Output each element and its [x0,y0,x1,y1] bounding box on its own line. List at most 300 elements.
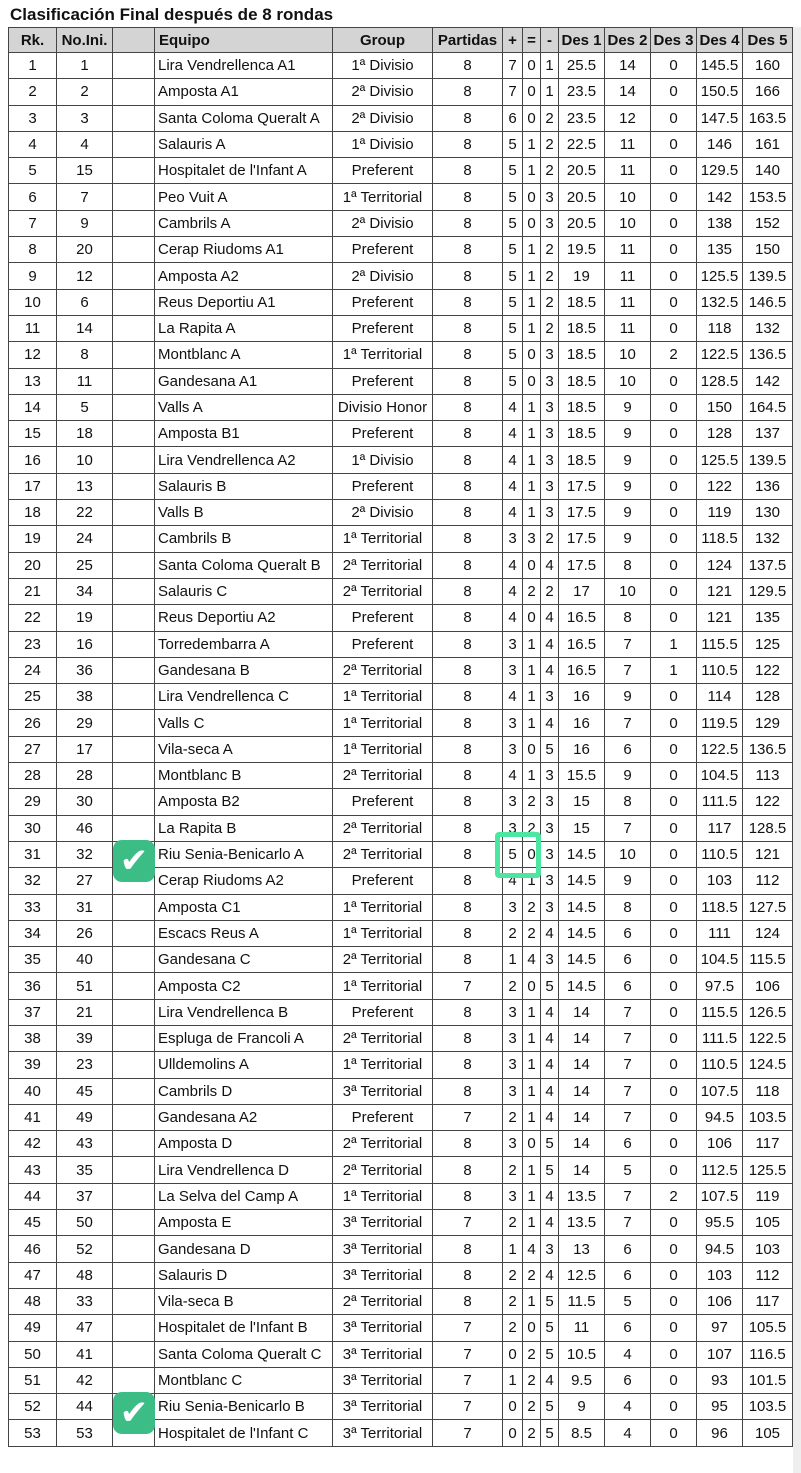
tiebreak-2-cell[interactable]: 9 [605,868,651,894]
games-cell[interactable]: 8 [433,657,503,683]
draws-cell[interactable]: 1 [523,473,541,499]
group-cell[interactable]: Preferent [333,605,433,631]
wins-cell[interactable]: 3 [503,1025,523,1051]
tiebreak-4-cell[interactable]: 122.5 [697,342,743,368]
table-row[interactable] [9,552,793,578]
team-cell[interactable]: Gandesana A1 [155,368,333,394]
wins-cell[interactable]: 2 [503,1288,523,1314]
draws-cell[interactable]: 2 [523,789,541,815]
losses-cell[interactable]: 3 [541,368,559,394]
table-row[interactable] [9,973,793,999]
table-row[interactable] [9,1131,793,1157]
losses-cell[interactable]: 3 [541,684,559,710]
table-row[interactable] [9,947,793,973]
start-number-cell[interactable]: 14 [57,315,113,341]
group-cell[interactable]: 2ª Territorial [333,1288,433,1314]
tiebreak-3-cell[interactable]: 0 [651,1131,697,1157]
tiebreak-4-cell[interactable]: 110.5 [697,841,743,867]
rank-cell[interactable]: 36 [9,973,57,999]
rank-cell[interactable]: 35 [9,947,57,973]
team-cell[interactable]: Amposta D [155,1131,333,1157]
games-cell[interactable]: 8 [433,315,503,341]
table-row[interactable] [9,1025,793,1051]
tiebreak-1-cell[interactable]: 22.5 [559,131,605,157]
tiebreak-1-cell[interactable]: 13.5 [559,1183,605,1209]
group-cell[interactable]: 2ª Divisio [333,263,433,289]
losses-cell[interactable]: 2 [541,237,559,263]
tiebreak-1-cell[interactable]: 17.5 [559,526,605,552]
tiebreak-3-cell[interactable]: 0 [651,1420,697,1446]
table-row[interactable] [9,1341,793,1367]
table-row[interactable] [9,789,793,815]
group-cell[interactable]: 2ª Territorial [333,763,433,789]
group-cell[interactable]: 2ª Territorial [333,815,433,841]
wins-cell[interactable]: 4 [503,500,523,526]
start-number-cell[interactable]: 41 [57,1341,113,1367]
rank-cell[interactable]: 39 [9,1052,57,1078]
table-row[interactable] [9,394,793,420]
draws-cell[interactable]: 1 [523,657,541,683]
table-row[interactable] [9,368,793,394]
tiebreak-5-cell[interactable]: 126.5 [743,999,793,1025]
wins-cell[interactable]: 3 [503,710,523,736]
tiebreak-1-cell[interactable]: 16 [559,710,605,736]
wins-cell[interactable]: 2 [503,973,523,999]
group-cell[interactable]: 2ª Territorial [333,1157,433,1183]
tiebreak-2-cell[interactable]: 6 [605,947,651,973]
start-number-cell[interactable]: 50 [57,1210,113,1236]
tiebreak-3-cell[interactable]: 0 [651,368,697,394]
losses-cell[interactable]: 3 [541,421,559,447]
losses-cell[interactable]: 4 [541,1078,559,1104]
tiebreak-1-cell[interactable]: 14 [559,1052,605,1078]
tiebreak-3-cell[interactable]: 0 [651,684,697,710]
team-cell[interactable]: Cambrils D [155,1078,333,1104]
losses-cell[interactable]: 4 [541,920,559,946]
draws-cell[interactable]: 3 [523,526,541,552]
wins-cell[interactable]: 3 [503,1183,523,1209]
draws-cell[interactable]: 0 [523,1315,541,1341]
start-number-cell[interactable]: 24 [57,526,113,552]
table-row[interactable] [9,473,793,499]
start-number-cell[interactable]: 18 [57,421,113,447]
draws-cell[interactable]: 1 [523,447,541,473]
tiebreak-4-cell[interactable]: 95 [697,1394,743,1420]
rank-cell[interactable]: 40 [9,1078,57,1104]
games-cell[interactable]: 8 [433,394,503,420]
flag-cell[interactable] [113,999,155,1025]
table-row[interactable] [9,815,793,841]
start-number-cell[interactable]: 43 [57,1131,113,1157]
wins-cell[interactable]: 5 [503,342,523,368]
draws-cell[interactable]: 1 [523,631,541,657]
tiebreak-3-cell[interactable]: 0 [651,789,697,815]
wins-cell[interactable]: 2 [503,1104,523,1130]
losses-cell[interactable]: 5 [541,1157,559,1183]
wins-cell[interactable]: 7 [503,79,523,105]
tiebreak-4-cell[interactable]: 107 [697,1341,743,1367]
tiebreak-4-cell[interactable]: 107.5 [697,1183,743,1209]
tiebreak-3-cell[interactable]: 0 [651,105,697,131]
team-cell[interactable]: Amposta A1 [155,79,333,105]
draws-cell[interactable]: 1 [523,1052,541,1078]
tiebreak-4-cell[interactable]: 150 [697,394,743,420]
flag-cell[interactable] [113,1183,155,1209]
losses-cell[interactable]: 2 [541,289,559,315]
losses-cell[interactable]: 2 [541,578,559,604]
tiebreak-5-cell[interactable]: 139.5 [743,447,793,473]
team-cell[interactable]: La Rapita A [155,315,333,341]
draws-cell[interactable]: 4 [523,947,541,973]
team-cell[interactable]: Lira Vendrellenca A1 [155,53,333,79]
tiebreak-5-cell[interactable]: 136.5 [743,342,793,368]
team-cell[interactable]: Valls A [155,394,333,420]
tiebreak-1-cell[interactable]: 14 [559,999,605,1025]
rank-cell[interactable]: 37 [9,999,57,1025]
team-cell[interactable]: Escacs Reus A [155,920,333,946]
tiebreak-2-cell[interactable]: 8 [605,605,651,631]
team-cell[interactable]: Santa Coloma Queralt A [155,105,333,131]
games-cell[interactable]: 8 [433,631,503,657]
start-number-cell[interactable]: 21 [57,999,113,1025]
wins-cell[interactable]: 4 [503,421,523,447]
team-cell[interactable]: Amposta B2 [155,789,333,815]
tiebreak-1-cell[interactable]: 17.5 [559,473,605,499]
tiebreak-2-cell[interactable]: 7 [605,1104,651,1130]
tiebreak-5-cell[interactable]: 116.5 [743,1341,793,1367]
wins-cell[interactable]: 4 [503,605,523,631]
tiebreak-2-cell[interactable]: 7 [605,631,651,657]
start-number-cell[interactable]: 40 [57,947,113,973]
losses-cell[interactable]: 2 [541,526,559,552]
tiebreak-2-cell[interactable]: 4 [605,1341,651,1367]
start-number-cell[interactable]: 25 [57,552,113,578]
team-cell[interactable]: Santa Coloma Queralt B [155,552,333,578]
games-cell[interactable]: 7 [433,1104,503,1130]
tiebreak-4-cell[interactable]: 129.5 [697,158,743,184]
draws-cell[interactable]: 4 [523,1236,541,1262]
losses-cell[interactable]: 3 [541,473,559,499]
group-cell[interactable]: Divisio Honor [333,394,433,420]
tiebreak-3-cell[interactable]: 0 [651,1394,697,1420]
tiebreak-5-cell[interactable]: 119 [743,1183,793,1209]
wins-cell[interactable]: 5 [503,841,523,867]
tiebreak-3-cell[interactable]: 0 [651,1157,697,1183]
tiebreak-3-cell[interactable]: 0 [651,973,697,999]
tiebreak-2-cell[interactable]: 6 [605,1262,651,1288]
tiebreak-3-cell[interactable]: 0 [651,1052,697,1078]
rank-cell[interactable]: 44 [9,1183,57,1209]
tiebreak-1-cell[interactable]: 16 [559,684,605,710]
tiebreak-5-cell[interactable]: 129 [743,710,793,736]
losses-cell[interactable]: 3 [541,947,559,973]
games-cell[interactable]: 8 [433,1131,503,1157]
tiebreak-4-cell[interactable]: 107.5 [697,1078,743,1104]
tiebreak-3-cell[interactable]: 0 [651,815,697,841]
table-row[interactable] [9,342,793,368]
group-cell[interactable]: 2ª Divisio [333,79,433,105]
rank-cell[interactable]: 15 [9,421,57,447]
start-number-cell[interactable]: 1 [57,53,113,79]
draws-cell[interactable]: 1 [523,421,541,447]
table-row[interactable] [9,1052,793,1078]
losses-cell[interactable]: 3 [541,894,559,920]
tiebreak-5-cell[interactable]: 129.5 [743,578,793,604]
losses-cell[interactable]: 4 [541,631,559,657]
games-cell[interactable]: 8 [433,1078,503,1104]
tiebreak-4-cell[interactable]: 146 [697,131,743,157]
losses-cell[interactable]: 1 [541,53,559,79]
group-cell[interactable]: 2ª Territorial [333,947,433,973]
table-row[interactable] [9,578,793,604]
tiebreak-5-cell[interactable]: 137.5 [743,552,793,578]
tiebreak-4-cell[interactable]: 142 [697,184,743,210]
team-cell[interactable]: Cambrils B [155,526,333,552]
table-row[interactable] [9,1367,793,1393]
tiebreak-4-cell[interactable]: 115.5 [697,999,743,1025]
tiebreak-3-cell[interactable]: 0 [651,473,697,499]
games-cell[interactable]: 8 [433,684,503,710]
tiebreak-5-cell[interactable]: 136.5 [743,736,793,762]
tiebreak-4-cell[interactable]: 118 [697,315,743,341]
flag-cell[interactable] [113,1157,155,1183]
table-row[interactable] [9,1210,793,1236]
tiebreak-5-cell[interactable]: 128 [743,684,793,710]
tiebreak-2-cell[interactable]: 4 [605,1420,651,1446]
flag-cell[interactable] [113,526,155,552]
tiebreak-2-cell[interactable]: 11 [605,289,651,315]
tiebreak-3-cell[interactable]: 0 [651,1078,697,1104]
team-cell[interactable]: Hospitalet de l'Infant B [155,1315,333,1341]
tiebreak-1-cell[interactable]: 10.5 [559,1341,605,1367]
team-cell[interactable]: Lira Vendrellenca B [155,999,333,1025]
draws-cell[interactable]: 1 [523,1157,541,1183]
tiebreak-5-cell[interactable]: 160 [743,53,793,79]
start-number-cell[interactable]: 15 [57,158,113,184]
tiebreak-5-cell[interactable]: 115.5 [743,947,793,973]
games-cell[interactable]: 8 [433,210,503,236]
start-number-cell[interactable]: 42 [57,1367,113,1393]
flag-cell[interactable] [113,342,155,368]
draws-cell[interactable]: 2 [523,1262,541,1288]
tiebreak-2-cell[interactable]: 6 [605,1367,651,1393]
tiebreak-3-cell[interactable]: 0 [651,710,697,736]
tiebreak-1-cell[interactable]: 16 [559,736,605,762]
wins-cell[interactable]: 3 [503,631,523,657]
wins-cell[interactable]: 5 [503,315,523,341]
rank-cell[interactable]: 10 [9,289,57,315]
tiebreak-5-cell[interactable]: 122.5 [743,1025,793,1051]
games-cell[interactable]: 8 [433,710,503,736]
tiebreak-2-cell[interactable]: 4 [605,1394,651,1420]
games-cell[interactable]: 8 [433,105,503,131]
group-cell[interactable]: Preferent [333,999,433,1025]
tiebreak-4-cell[interactable]: 128.5 [697,368,743,394]
tiebreak-4-cell[interactable]: 94.5 [697,1104,743,1130]
tiebreak-5-cell[interactable]: 132 [743,315,793,341]
wins-cell[interactable]: 3 [503,1078,523,1104]
team-cell[interactable]: Amposta E [155,1210,333,1236]
group-cell[interactable]: 2ª Territorial [333,552,433,578]
start-number-cell[interactable]: 16 [57,631,113,657]
wins-cell[interactable]: 4 [503,447,523,473]
rank-cell[interactable]: 34 [9,920,57,946]
draws-cell[interactable]: 0 [523,552,541,578]
games-cell[interactable]: 8 [433,263,503,289]
tiebreak-4-cell[interactable]: 128 [697,421,743,447]
rank-cell[interactable]: 12 [9,342,57,368]
team-cell[interactable]: Lira Vendrellenca D [155,1157,333,1183]
start-number-cell[interactable]: 12 [57,263,113,289]
team-cell[interactable]: Salauris B [155,473,333,499]
group-cell[interactable]: 3ª Territorial [333,1236,433,1262]
group-cell[interactable]: Preferent [333,237,433,263]
tiebreak-3-cell[interactable]: 0 [651,315,697,341]
rank-cell[interactable]: 50 [9,1341,57,1367]
table-row[interactable] [9,184,793,210]
start-number-cell[interactable]: 4 [57,131,113,157]
tiebreak-3-cell[interactable]: 0 [651,131,697,157]
games-cell[interactable]: 8 [433,552,503,578]
wins-cell[interactable]: 3 [503,815,523,841]
table-row[interactable] [9,53,793,79]
draws-cell[interactable]: 2 [523,1341,541,1367]
rank-cell[interactable]: 24 [9,657,57,683]
tiebreak-5-cell[interactable]: 112 [743,1262,793,1288]
start-number-cell[interactable]: 11 [57,368,113,394]
tiebreak-3-cell[interactable]: 0 [651,237,697,263]
team-cell[interactable]: Gandesana D [155,1236,333,1262]
games-cell[interactable]: 8 [433,1025,503,1051]
team-cell[interactable]: Montblanc B [155,763,333,789]
games-cell[interactable]: 8 [433,342,503,368]
tiebreak-5-cell[interactable]: 163.5 [743,105,793,131]
flag-cell[interactable] [113,1288,155,1314]
flag-cell[interactable] [113,421,155,447]
tiebreak-2-cell[interactable]: 7 [605,1183,651,1209]
tiebreak-5-cell[interactable]: 142 [743,368,793,394]
tiebreak-1-cell[interactable]: 18.5 [559,368,605,394]
table-row[interactable] [9,237,793,263]
games-cell[interactable]: 8 [433,999,503,1025]
games-cell[interactable]: 8 [433,578,503,604]
team-cell[interactable]: Lira Vendrellenca A2 [155,447,333,473]
losses-cell[interactable]: 5 [541,1131,559,1157]
group-cell[interactable]: Preferent [333,631,433,657]
losses-cell[interactable]: 4 [541,1210,559,1236]
tiebreak-3-cell[interactable]: 0 [651,421,697,447]
tiebreak-5-cell[interactable]: 150 [743,237,793,263]
games-cell[interactable]: 8 [433,158,503,184]
draws-cell[interactable]: 1 [523,131,541,157]
tiebreak-4-cell[interactable]: 111.5 [697,1025,743,1051]
tiebreak-3-cell[interactable]: 0 [651,1262,697,1288]
rank-cell[interactable]: 6 [9,184,57,210]
rank-cell[interactable]: 29 [9,789,57,815]
rank-cell[interactable]: 21 [9,578,57,604]
wins-cell[interactable]: 3 [503,999,523,1025]
wins-cell[interactable]: 2 [503,1262,523,1288]
tiebreak-3-cell[interactable]: 0 [651,920,697,946]
col-header-tiebreak-1[interactable]: Des 1 [559,28,605,53]
rank-cell[interactable]: 11 [9,315,57,341]
rank-cell[interactable]: 5 [9,158,57,184]
losses-cell[interactable]: 4 [541,552,559,578]
wins-cell[interactable]: 5 [503,289,523,315]
tiebreak-2-cell[interactable]: 11 [605,315,651,341]
rank-cell[interactable]: 53 [9,1420,57,1446]
start-number-cell[interactable]: 13 [57,473,113,499]
tiebreak-3-cell[interactable]: 0 [651,894,697,920]
table-row[interactable] [9,421,793,447]
games-cell[interactable]: 8 [433,53,503,79]
tiebreak-3-cell[interactable]: 0 [651,999,697,1025]
games-cell[interactable]: 7 [433,1341,503,1367]
group-cell[interactable]: Preferent [333,289,433,315]
tiebreak-2-cell[interactable]: 10 [605,841,651,867]
team-cell[interactable]: Cerap Riudoms A2 [155,868,333,894]
tiebreak-1-cell[interactable]: 16.5 [559,605,605,631]
wins-cell[interactable]: 0 [503,1420,523,1446]
losses-cell[interactable]: 5 [541,736,559,762]
rank-cell[interactable]: 45 [9,1210,57,1236]
table-row[interactable] [9,841,793,867]
group-cell[interactable]: 1ª Territorial [333,920,433,946]
group-cell[interactable]: 1ª Territorial [333,710,433,736]
flag-cell[interactable] [113,1052,155,1078]
tiebreak-4-cell[interactable]: 112.5 [697,1157,743,1183]
table-row[interactable] [9,79,793,105]
tiebreak-4-cell[interactable]: 96 [697,1420,743,1446]
tiebreak-3-cell[interactable]: 0 [651,763,697,789]
flag-cell[interactable] [113,1262,155,1288]
draws-cell[interactable]: 1 [523,500,541,526]
col-header-draws[interactable]: = [523,28,541,53]
group-cell[interactable]: 1ª Territorial [333,342,433,368]
tiebreak-2-cell[interactable]: 6 [605,1131,651,1157]
tiebreak-5-cell[interactable]: 121 [743,841,793,867]
wins-cell[interactable]: 2 [503,1210,523,1236]
start-number-cell[interactable]: 49 [57,1104,113,1130]
flag-cell[interactable] [113,368,155,394]
tiebreak-5-cell[interactable]: 122 [743,789,793,815]
tiebreak-2-cell[interactable]: 8 [605,894,651,920]
col-header-rank[interactable]: Rk. [9,28,57,53]
team-cell[interactable]: Reus Deportiu A1 [155,289,333,315]
tiebreak-2-cell[interactable]: 8 [605,789,651,815]
losses-cell[interactable]: 3 [541,841,559,867]
tiebreak-1-cell[interactable]: 17.5 [559,552,605,578]
group-cell[interactable]: 2ª Territorial [333,1025,433,1051]
flag-cell[interactable] [113,263,155,289]
tiebreak-1-cell[interactable]: 20.5 [559,158,605,184]
col-header-tiebreak-5[interactable]: Des 5 [743,28,793,53]
draws-cell[interactable]: 0 [523,53,541,79]
group-cell[interactable]: Preferent [333,1104,433,1130]
draws-cell[interactable]: 0 [523,105,541,131]
tiebreak-4-cell[interactable]: 118.5 [697,894,743,920]
team-cell[interactable]: Vila-seca A [155,736,333,762]
group-cell[interactable]: 1ª Territorial [333,184,433,210]
tiebreak-1-cell[interactable]: 19 [559,263,605,289]
draws-cell[interactable]: 0 [523,1131,541,1157]
wins-cell[interactable]: 5 [503,158,523,184]
tiebreak-2-cell[interactable]: 7 [605,710,651,736]
start-number-cell[interactable]: 5 [57,394,113,420]
team-cell[interactable]: Gandesana C [155,947,333,973]
tiebreak-2-cell[interactable]: 10 [605,184,651,210]
tiebreak-4-cell[interactable]: 119.5 [697,710,743,736]
